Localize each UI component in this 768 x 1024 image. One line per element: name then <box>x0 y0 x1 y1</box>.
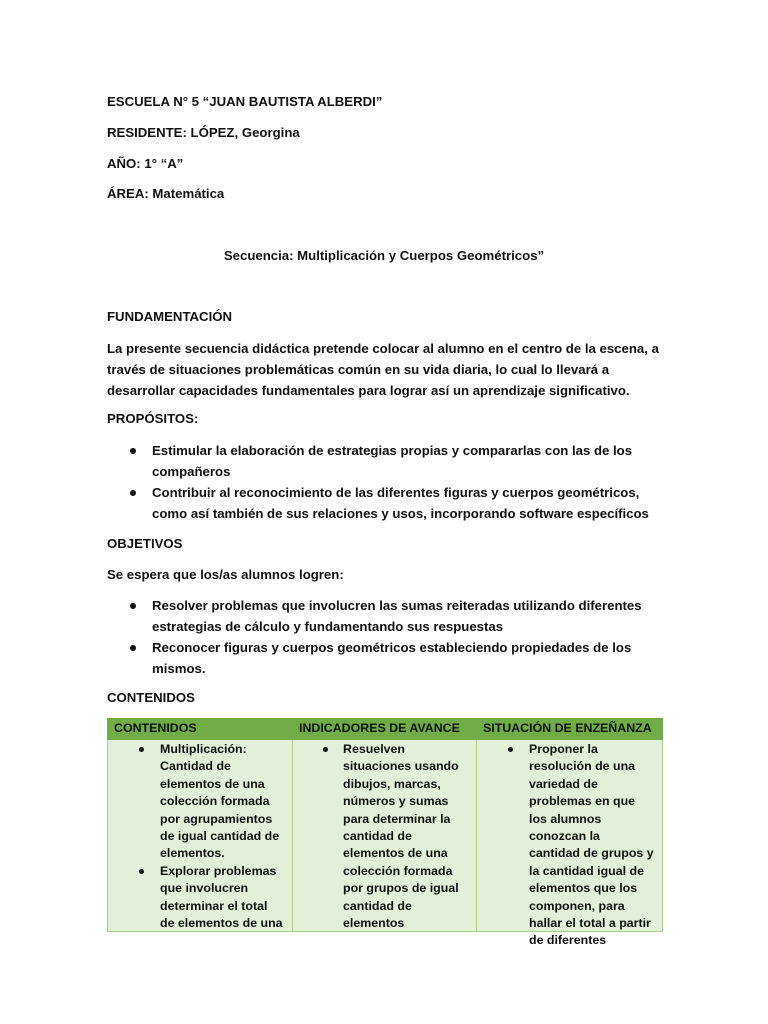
list-item: Resuelven situaciones usando dibujos, marcas, números y sumas para determinar la cantidad de elementos de una colección formada por grupos de igual cantidad de elementos <box>293 741 476 932</box>
table-header-cell: SITUACIÓN DE ENZEÑANZA <box>477 719 663 740</box>
list-item: Proponer la resolución de una variedad de problemas en que los alumnos conozcan la cantidad de grupos y la cantidad igual de elementos que los componen, para hallar el total a partir de diferentes <box>477 741 662 950</box>
resident-name: RESIDENTE: LÓPEZ, Georgina <box>107 125 300 140</box>
objetivos-list <box>107 595 667 679</box>
list-item: Resolver problemas que involucren las sumas reiteradas utilizando diferentes estrategias de cálculo y fundamentando sus respuestas <box>107 595 667 637</box>
area-label: ÁREA: Matemática <box>107 186 225 201</box>
list-item: Reconocer figuras y cuerpos geométricos estableciendo propiedades de los mismos. <box>107 637 667 679</box>
table-cell <box>108 740 293 932</box>
objetivos-heading: OBJETIVOS <box>107 536 183 551</box>
list-item: Estimular la elaboración de estrategias propias y compararlas con las de los compañeros <box>107 440 667 482</box>
propositos-heading: PROPÓSITOS: <box>107 411 199 426</box>
fundamentacion-text: La presente secuencia didáctica pretende colocar al alumno en el centro de la escena, a través de situaciones problemáticas común en su vida diaria, lo cual lo llevará a desarrollar capacidades fundamentales para lograr así un aprendizaje significativo. <box>107 341 659 398</box>
table-header-row <box>108 719 663 740</box>
list-item: Explorar problemas que involucren determinar el total de elementos de una <box>108 863 292 933</box>
list-item: Contribuir al reconocimiento de las diferentes figuras y cuerpos geométricos, como así también de sus relaciones y usos, incorporando software específicos <box>107 482 667 524</box>
propositos-list <box>107 440 667 524</box>
table-header-cell: INDICADORES DE AVANCE <box>293 719 477 740</box>
year-label: AÑO: 1° “A” <box>107 156 184 171</box>
table-row <box>108 740 663 932</box>
contenidos-heading: CONTENIDOS <box>107 690 195 705</box>
sequence-title: Secuencia: Multiplicación y Cuerpos Geométricos” <box>223 248 545 263</box>
fundamentacion-heading: FUNDAMENTACIÓN <box>107 309 233 324</box>
table-cell <box>293 740 477 932</box>
contenidos-table <box>107 718 663 948</box>
table-header-cell: CONTENIDOS <box>108 719 293 740</box>
school-name: ESCUELA N° 5 “JUAN BAUTISTA ALBERDI” <box>107 94 383 109</box>
list-item: Multiplicación: Cantidad de elementos de una colección formada por agrupamientos de igual cantidad de elementos. <box>108 741 292 863</box>
objetivos-intro: Se espera que los/as alumnos logren: <box>107 567 344 582</box>
table-cell <box>477 740 663 948</box>
